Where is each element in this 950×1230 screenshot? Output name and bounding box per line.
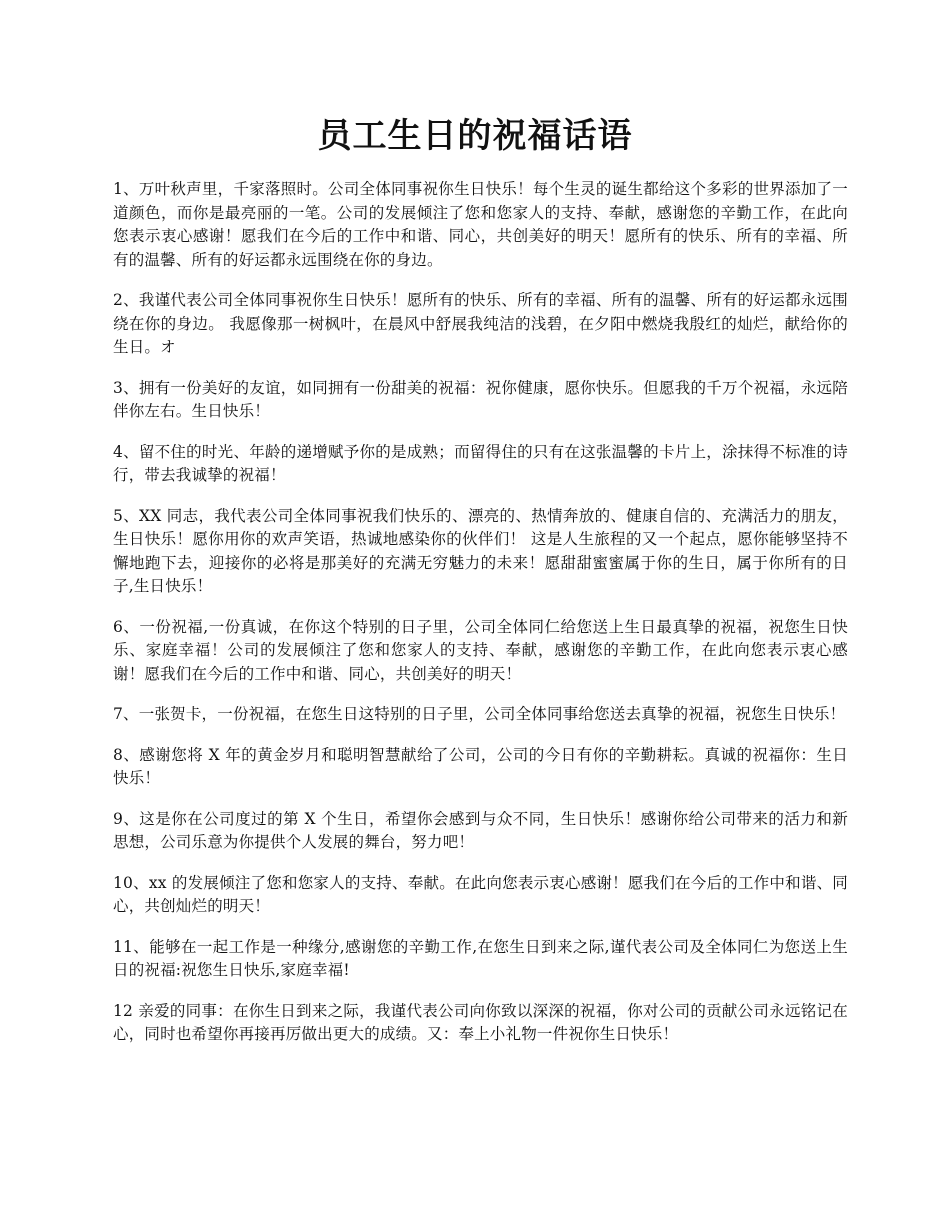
document-body [113, 178, 848, 1064]
paragraph-5: 5、XX 同志，我代表公司全体同事祝我们快乐的、漂亮的、热情奔放的、健康自信的、充满活力的朋友，生日快乐！愿你用你的欢声笑语，热诚地感染你的伙伴们！ 这是人生旅程的又一个起点，愿你能够坚持不懈地跑下去，迎接你的必将是那美好的充满无穷魅力的未来！愿甜甜蜜蜜属于你的生日，属于你所有的日子,生日快乐！ [113, 506, 848, 595]
paragraph-7: 7、一张贺卡，一份祝福，在您生日这特别的日子里，公司全体同事给您送去真挚的祝福，祝您生日快乐！ [113, 705, 846, 723]
paragraph-1: 1、万叶秋声里，千家落照时。公司全体同事祝你生日快乐！每个生灵的诞生都给这个多彩的世界添加了一道颜色，而你是最亮丽的一笔。公司的发展倾注了您和您家人的支持、奉献，感谢您的辛勤工作，在此向您表示衷心感谢！愿我们在今后的工作中和谐、同心，共创美好的明天！愿所有的快乐、所有的幸福、所有的温馨、所有的好运都永远围绕在你的身边。 [113, 180, 848, 269]
paragraph-11: 11、能够在一起工作是一种缘分,感谢您的辛勤工作,在您生日到来之际,谨代表公司及全体同仁为您送上生日的祝福:祝您生日快乐,家庭幸福! [113, 937, 848, 979]
document-title: 员工生日的祝福话语 [317, 116, 633, 156]
paragraph-9: 9、这是你在公司度过的第 X 个生日，希望你会感到与众不同，生日快乐！感谢你给公司带来的活力和新思想，公司乐意为你提供个人发展的舞台，努力吧！ [113, 809, 848, 851]
paragraph-10: 10、xx 的发展倾注了您和您家人的支持、奉献。在此向您表示衷心感谢！愿我们在今后的工作中和谐、同心，共创灿烂的明天！ [113, 873, 848, 915]
paragraph-8: 8、感谢您将 X 年的黄金岁月和聪明智慧献给了公司，公司的今日有你的辛勤耕耘。真诚的祝福你：生日快乐！ [113, 745, 848, 787]
paragraph-12: 12 亲爱的同事：在你生日到来之际，我谨代表公司向你致以深深的祝福，你对公司的贡献公司永远铭记在心，同时也希望你再接再厉做出更大的成绩。又：奉上小礼物一件祝你生日快乐！ [113, 1001, 848, 1043]
paragraph-4: 4、留不住的时光、年龄的递增赋予你的是成熟；而留得住的只有在这张温馨的卡片上，涂抹得不标准的诗行，带去我诚挚的祝福！ [113, 442, 848, 484]
paragraph-3: 3、拥有一份美好的友谊，如同拥有一份甜美的祝福：祝你健康，愿你快乐。但愿我的千万个祝福，永远陪伴你左右。生日快乐！ [113, 378, 848, 420]
paragraph-6: 6、一份祝福,一份真诚，在你这个特别的日子里，公司全体同仁给您送上生日最真挚的祝福，祝您生日快乐、家庭幸福！公司的发展倾注了您和您家人的支持、奉献，感谢您的辛勤工作，在此向您表示衷心感谢！愿我们在今后的工作中和谐、同心，共创美好的明天！ [113, 617, 848, 683]
paragraph-2: 2、我谨代表公司全体同事祝你生日快乐！愿所有的快乐、所有的幸福、所有的温馨、所有的好运都永远围绕在你的身边。 我愿像那一树枫叶，在晨风中舒展我纯洁的浅碧，在夕阳中燃烧我殷红的灿烂，献给你的生日。オ [113, 291, 848, 356]
